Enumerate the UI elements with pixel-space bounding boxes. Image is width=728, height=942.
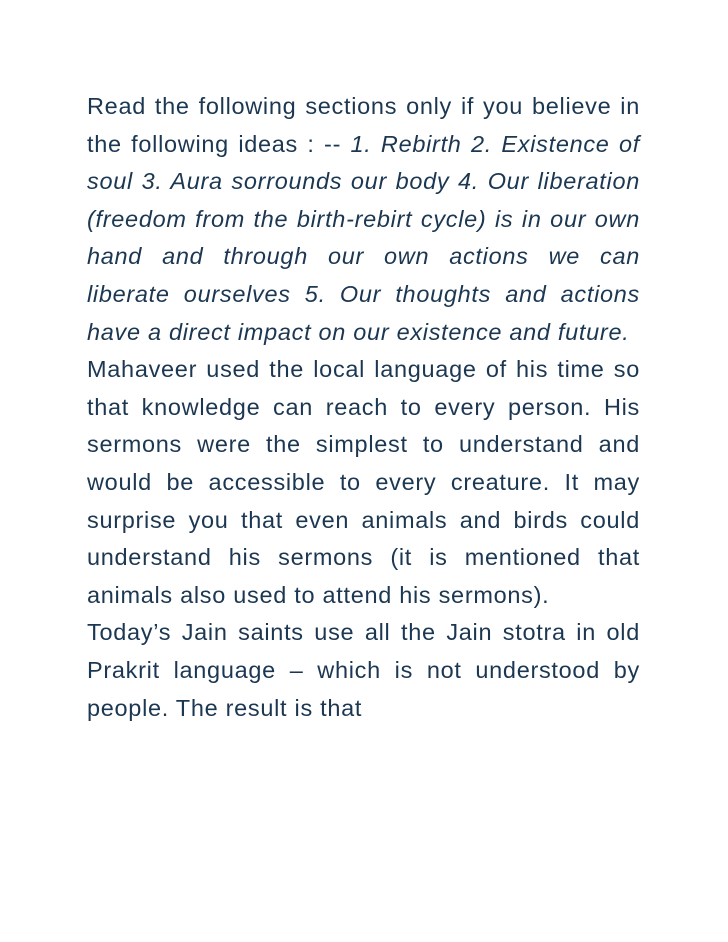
paragraph-mahaveer: Mahaveer used the local language of his time so that knowledge can reach to every person. His sermons were the simplest to understand and would be accessible to every creature. It may surprise you that even animals and birds could understand his sermons (it is mentioned that animals also used to attend his sermons). — [87, 356, 640, 608]
document-page — [87, 88, 640, 727]
beliefs-list-text: 1. Rebirth 2. Existence of soul 3. Aura sorrounds our body 4. Our liberation (freedom from the birth-rebirt cycle) is in our own hand and through our own actions we can liberate ourselves 5. Our thoughts and actions have a direct impact on our existence and future. — [87, 130, 640, 345]
paragraph-jain-saints: Today’s Jain saints use all the Jain stotra in old Prakrit language – which is not understood by people. The result is that — [87, 619, 640, 721]
paragraph-beliefs — [87, 88, 640, 351]
paragraph-intro-text: Read the following sections only if you believe in the following ideas : -- — [87, 93, 640, 157]
